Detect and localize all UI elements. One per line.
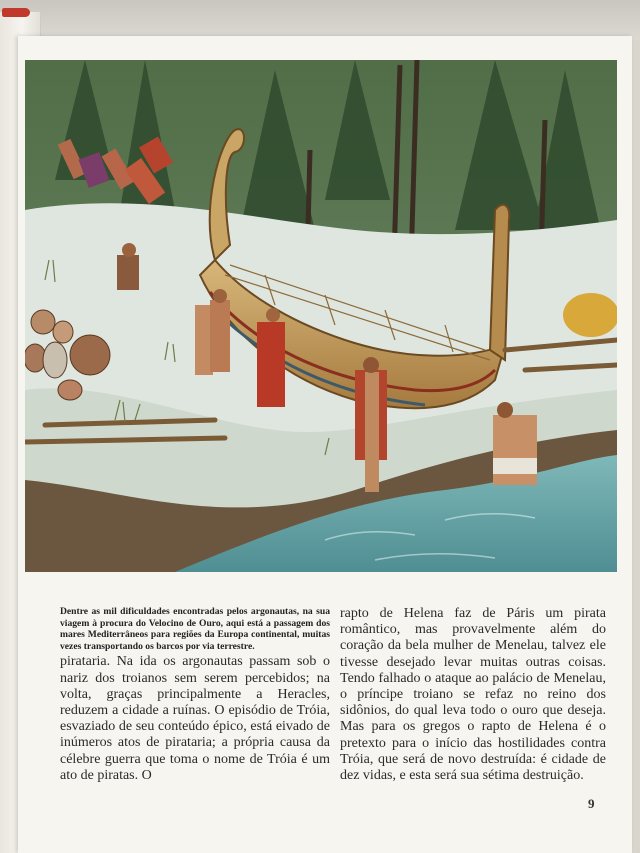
illustration [25,60,617,572]
illustration-caption: Dentre as mil dificuldades encontradas pelos argonautas, na sua viagem à procura do Velocino de Ouro, aqui está a passagem dos mares Mediterrâneos para regiões da Europa continental, muitas vezes transportando os barcos por via terrestre. [60,606,330,652]
right-column [340,606,606,784]
left-column [60,606,330,784]
bookmark-ribbon [2,8,30,17]
illustration-painting [25,60,617,572]
text-area [60,606,604,806]
backdrop [0,0,640,40]
page-number: 9 [588,796,595,811]
body-text-right: rapto de Helena faz de Páris um pirata romântico, mas provavelmente além do coração da bela mulher de Menelau, talvez ele tivesse desejado levar muitas outras coisas. Tendo falhado o ataque ao palácio de Menelau, o príncipe troiano se refaz no reino dos sidônios, do qual leva todo o ouro que deseja. Mas para os gregos o rapto de Helena é o pretexto para o início das hostilidades contra Tróia, que será de novo destruída: é cidade de dez vidas, e esta será sua sétima destruição. [340,606,606,784]
body-text-left: pirataria. Na ida os argonautas passam sob o nariz dos troianos sem serem percebidos; na volta, graças principalmente a Heracles, reduzem a cidade a ruínas. O episódio de Tróia, esvaziado de seu conteúdo épico, está eivado de inúmeros atos de pirataria; a própria causa da célebre guerra que toma o nome de Tróia é um ato de piratas. O [60,654,330,783]
